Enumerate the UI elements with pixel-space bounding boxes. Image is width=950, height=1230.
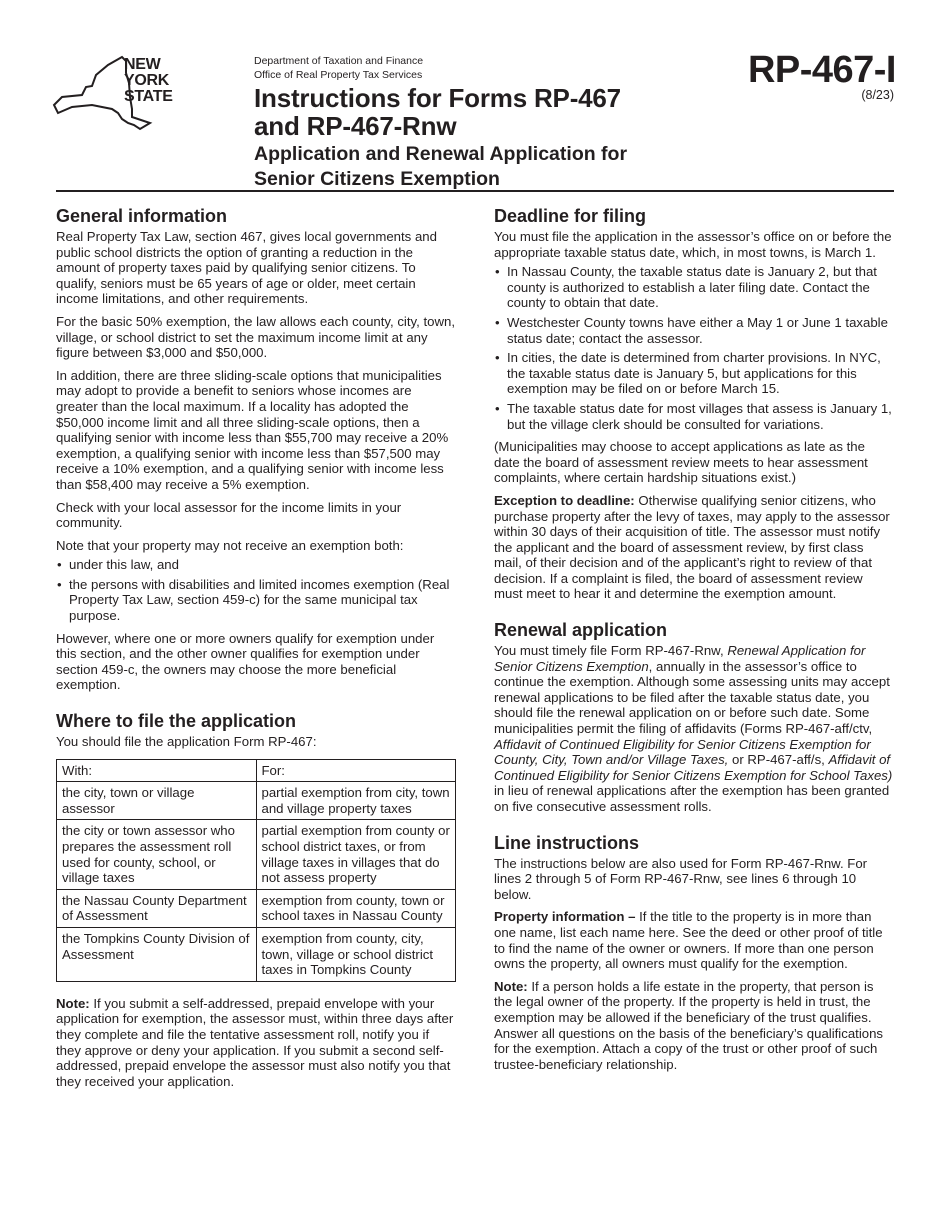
general-paragraph: Real Property Tax Law, section 467, gives local governments and public school districts the option of granting a reduction in the amount of property taxes paid by qualifying senior citizens. To qualify, seniors must be 65 years of age or older, meet certain income limitations, and other requirements. (56, 229, 437, 307)
header-divider (56, 190, 894, 192)
table-cell: the Nassau County Department of Assessment (57, 889, 257, 927)
form-number: RP-467-I (747, 49, 896, 91)
deadline-heading: Deadline for filing (494, 206, 647, 226)
renewal-paragraph: You must timely file Form RP-467-Rnw, Renewal Application for Senior Citizens Exemption, annually in the assessor’s office to continue the exemption. Although some assessing units may accept renewal applications to be filed after the taxable status date, you should file the renewal application on or before such date. Some municipalities permit the filing of affidavits (Forms RP-467-aff/ctv, Affidavit of Continued Eligibility for Senior Citizens Exemption for County, City, Town and/or Village Taxes, or RP-467-aff/s, Affidavit of Continued Eligibility for Senior Citizens Exemption for School Taxes) in lieu of renewal applications after the exemption has been granted on five consecutive assessment rolls. (494, 643, 893, 814)
envelope-note (56, 996, 456, 1090)
table-cell: partial exemption from city, town and village property taxes (256, 782, 456, 820)
list-item: • the persons with disabilities and limited incomes exemption (Real Property Tax Law, section 459-c) for the same municipal tax purpose. (56, 577, 456, 624)
list-item: • In Nassau County, the taxable status date is January 2, but that county is authorized to establish a later filing date. Contact the county to obtain that date. (494, 264, 894, 311)
list-item: • under this law, and (56, 557, 456, 573)
table-cell: the city, town or village assessor (57, 782, 257, 820)
renewal-heading: Renewal application (494, 620, 668, 641)
property-text: If the title to the property is in more than one name, list each name here. See the deed or other proof of title to find the name of the owner or owners. If more than one person owns the property, all owners must qualify for the exemption. (494, 909, 883, 972)
general-paragraph: Note that your property may not receive an exemption both: (56, 537, 404, 553)
exception-label: Exception to deadline: (494, 492, 635, 508)
line-paragraph: The instructions below are also used for Form RP-467-Rnw. For lines 2 through 5 of Form RP-467-Rnw, see lines 6 through 10 below. (494, 855, 868, 902)
property-label: Property information – (494, 909, 636, 925)
table-cell: exemption from county, city, town, village or school district taxes in Tompkins County (256, 927, 456, 981)
page-title: Instructions for Forms RP-467 and RP-467-Rnw (254, 83, 621, 141)
note-text: If a person holds a life estate in the property, that person is the legal owner of the property. If the property is held in trust, the exemption may be allowed if the beneficiary of the trust qualifies. Answer all questions on the basis of the beneficiary’s qualifications for the exemption. Attach a copy of the trust or other proof of such trustee-beneficiary relationship. (494, 978, 884, 1072)
general-information-heading: General information (56, 206, 228, 226)
list-item: • In cities, the date is determined from charter provisions. In NYC, the taxable status date is January 5, but applications for this exemption may be filed on or before March 15. (494, 350, 894, 397)
note-text: If you submit a self-addressed, prepaid envelope with your application for exemption, the assessor must, within three days after they complete and file the tentative assessment roll, notify you if they approve or deny your application. If you submit a second self-addressed, prepaid envelope the assessor must also notify you that they received your application. (56, 995, 454, 1089)
filing-table (56, 759, 456, 982)
revision-date: (8/23) (861, 88, 894, 102)
exception-paragraph (494, 493, 894, 602)
right-column (494, 205, 894, 1079)
general-paragraph: Check with your local assessor for the income limits in your community. (56, 499, 402, 531)
property-information-paragraph (494, 909, 894, 971)
list-item: • Westchester County towns have either a May 1 or June 1 taxable status date; contact the assessor. (494, 315, 894, 346)
page-subtitle: Application and Renewal Application for Senior Citizens Exemption (254, 143, 628, 190)
where-intro: You should file the application Form RP-467: (56, 734, 317, 750)
note-label: Note: (494, 978, 528, 994)
where-to-file-heading: Where to file the application (56, 711, 297, 732)
table-header-cell: For: (256, 759, 456, 782)
nys-logo (52, 53, 187, 133)
department-name: Department of Taxation and Finance Office of Real Property Tax Services (254, 55, 424, 81)
table-row (57, 820, 456, 889)
deadline-list (494, 264, 894, 432)
table-row (57, 889, 456, 927)
table-cell: the Tompkins County Division of Assessment (57, 927, 257, 981)
exception-text: Otherwise qualifying senior citizens, who purchase property after the levy of taxes, may apply to the assessor within 30 days of their acquisition of title. The assessor must notify the applicant and the board of assessment review, by first class mail, of their decision and of the applicant’s right to review of that decision. If a complaint is filed, the board of assessment review must meet to hear it and determine the exemption amount. (494, 492, 890, 602)
exemption-list (56, 557, 456, 623)
life-estate-note (494, 979, 894, 1073)
general-paragraph: However, where one or more owners qualify for exemption under this section, and the other owner qualifies for exemption under section 459-c, the owners may choose the more beneficial exemption. (56, 630, 435, 693)
general-paragraph: In addition, there are three sliding-scale options that municipalities may adopt to provide a benefit to seniors whose incomes are greater than the local maximum. If a locality has adopted the $50,000 income limit and all three sliding-scale options, then a qualifying senior with income less than $55,700 may receive a 20% exemption, a qualifying senior with income less than $57,500 may receive a 10% exemption, and a qualifying senior with income less than $58,400 may receive a 5% exemption. (56, 367, 449, 492)
table-row (57, 782, 456, 820)
table-header-cell: With: (57, 759, 257, 782)
logo-text: NEW YORK STATE (124, 56, 173, 105)
line-instructions-heading: Line instructions (494, 832, 640, 853)
table-cell: exemption from county, town or school taxes in Nassau County (256, 889, 456, 927)
table-cell: partial exemption from county or school district taxes, or from village taxes in villages that do not assess property (256, 820, 456, 889)
deadline-paragraph: (Municipalities may choose to accept applications as late as the date the board of assessment review meets to hear assessment complaints, where certain hardship situations exist.) (494, 439, 868, 486)
left-column (56, 205, 456, 1096)
list-item: • The taxable status date for most villages that assess is January 1, but the village clerk should be consulted for variations. (494, 401, 894, 432)
table-header-row (57, 759, 456, 782)
deadline-paragraph: You must file the application in the assessor’s office on or before the appropriate taxable status date, which, in most towns, is March 1. (494, 229, 892, 260)
note-label: Note: (56, 995, 90, 1011)
table-cell: the city or town assessor who prepares the assessment roll used for county, school, or village taxes (57, 820, 257, 889)
table-row (57, 927, 456, 981)
general-paragraph: For the basic 50% exemption, the law allows each county, city, town, village, or school district to set the maximum income limit at any figure between $3,000 and $50,000. (56, 313, 455, 361)
